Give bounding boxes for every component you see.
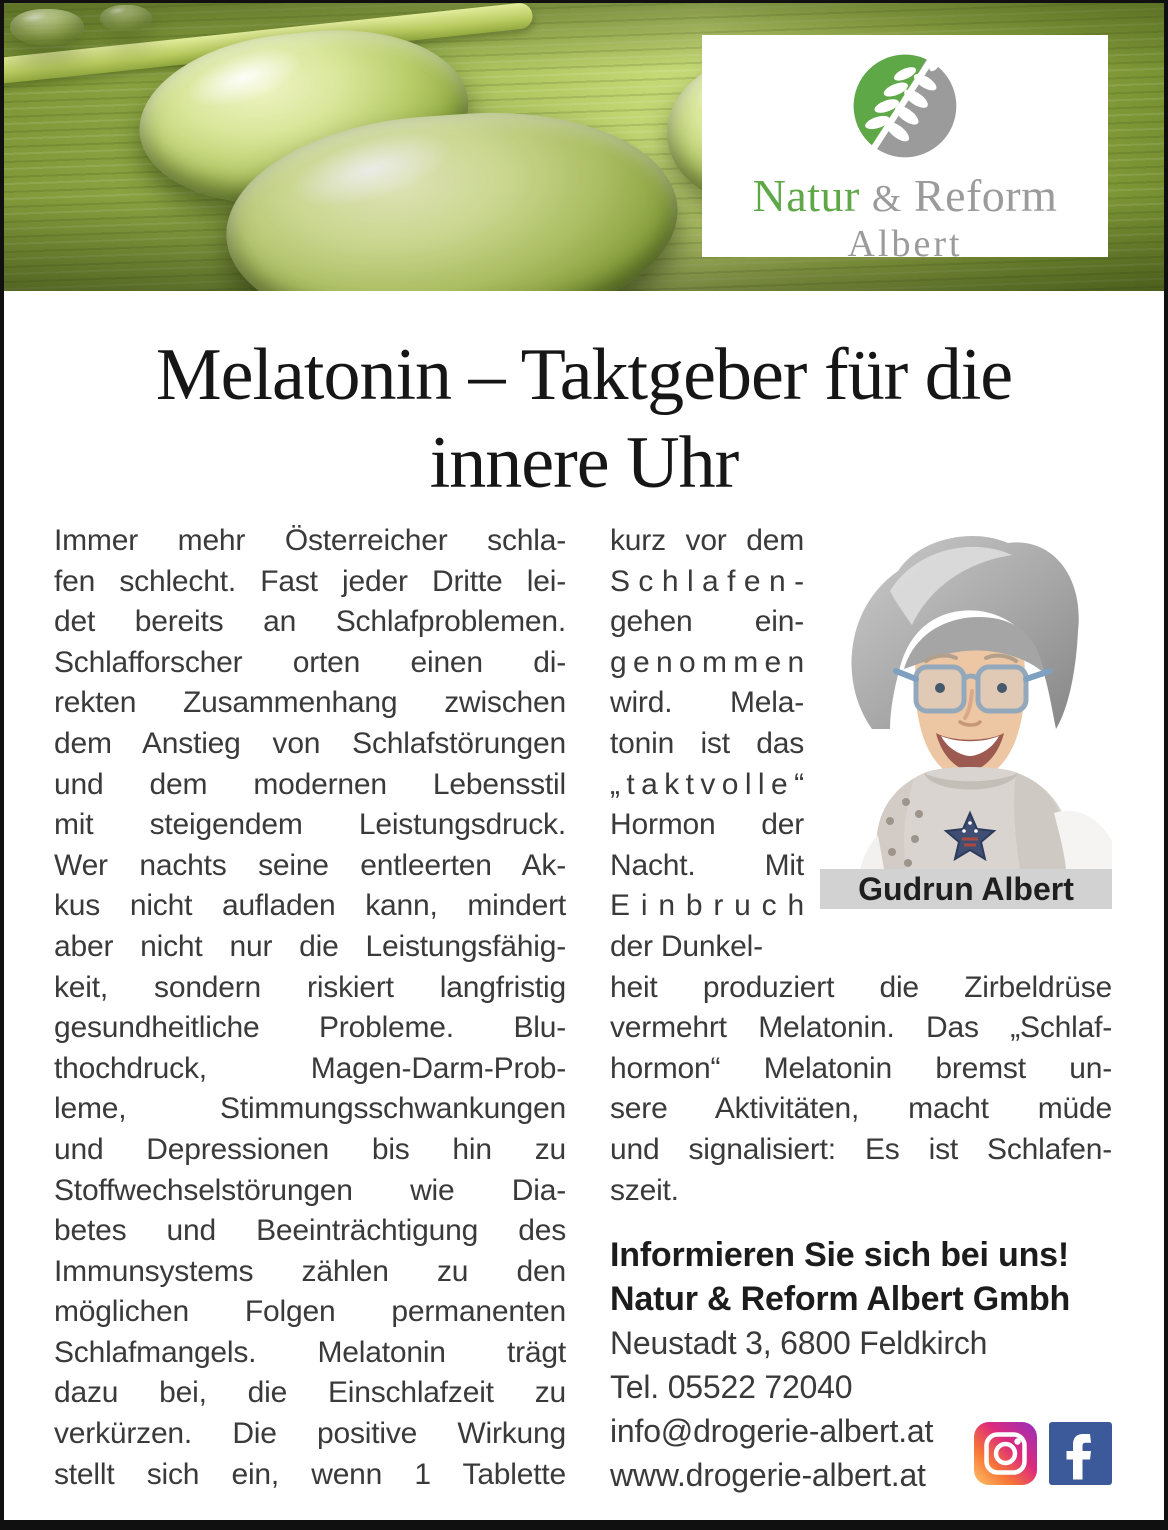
- text-line: hormon“ Melatonin bremst un-: [610, 1051, 1112, 1085]
- text-line: gesundheitliche Probleme. Blu-: [54, 1011, 566, 1045]
- water-droplet: [100, 5, 152, 31]
- text-line: S c h l a f e n -: [610, 564, 804, 598]
- text-line: g e n o m m e n: [610, 645, 804, 679]
- text-line: und Depressionen bis hin zu: [54, 1132, 566, 1166]
- portrait-illustration: [820, 521, 1112, 869]
- brand-secondary: Reform: [913, 170, 1058, 221]
- contact-address: Neustadt 3, 6800 Feldkirch: [610, 1325, 988, 1362]
- title-line-1: Melatonin – Taktgeber für die: [155, 334, 1013, 416]
- text-line: Schlafforscher orten einen di-: [54, 645, 566, 679]
- text-line: vermehrt Melatonin. Das „Schlaf-: [610, 1011, 1112, 1045]
- text-line: keit, sondern riskiert langfristig: [54, 970, 566, 1004]
- text-line: Nacht. Mit: [610, 848, 804, 882]
- text-line: thochdruck, Magen-Darm-Prob-: [54, 1051, 566, 1085]
- social-icons: [974, 1422, 1112, 1485]
- text-line: „ t a k t v o l l e “: [610, 767, 804, 801]
- text-line: Stoffwechselstörungen wie Dia-: [54, 1173, 566, 1207]
- text-line: möglichen Folgen permanenten: [54, 1295, 566, 1329]
- brand-subtitle: Albert: [847, 223, 963, 265]
- text-line: Immer mehr Österreicher schla-: [54, 524, 566, 557]
- brand-ampersand: &: [871, 178, 902, 220]
- text-line: Schlafmangels. Melatonin trägt: [54, 1335, 566, 1369]
- text-line: rekten Zusammenhang zwischen: [54, 686, 566, 720]
- contact-company: Natur & Reform Albert Gmbh: [610, 1280, 1071, 1319]
- text-line: betes und Beeinträchtigung des: [54, 1214, 566, 1248]
- contact-cta: Informieren Sie sich bei uns!: [610, 1236, 1069, 1275]
- contact-block: [610, 1233, 1112, 1497]
- text-line: leme, Stimmungsschwankungen: [54, 1092, 566, 1126]
- text-line: Hormon der: [610, 808, 804, 842]
- text-line: det bereits an Schlafproblemen.: [54, 605, 566, 639]
- article-column-right: [610, 521, 1112, 1497]
- text-line: kus nicht aufladen kann, mindert: [54, 889, 566, 923]
- text-line: stellt sich ein, wenn 1 Tablette: [54, 1457, 566, 1491]
- text-line: dazu bei, die Einschlafzeit zu: [54, 1376, 566, 1410]
- contact-links: [610, 1409, 933, 1497]
- instagram-icon: [974, 1422, 1037, 1485]
- text-line: wird. Mela-: [610, 686, 804, 720]
- article-title: [4, 331, 1164, 507]
- contact-email: info@drogerie-albert.at: [610, 1413, 934, 1450]
- portrait-photo: [820, 521, 1112, 909]
- text-line: und dem modernen Lebensstil: [54, 767, 566, 801]
- water-droplet: [10, 9, 84, 45]
- leaf-icon: [850, 51, 960, 166]
- text-line: gehen ein-: [610, 605, 804, 639]
- text-line: der Dunkel-: [610, 929, 763, 963]
- text-line: tonin ist das: [610, 726, 804, 760]
- title-line-2: innere Uhr: [429, 422, 739, 504]
- text-line: kurz vor dem: [610, 524, 804, 557]
- facebook-icon: [1049, 1422, 1112, 1485]
- contact-website: www.drogerie-albert.at: [610, 1457, 926, 1494]
- text-line: E i n b r u c h: [610, 889, 804, 923]
- photo-caption: Gudrun Albert: [820, 869, 1112, 909]
- logo: [702, 35, 1108, 265]
- text-line: aber nicht nur die Leistungsfähig-: [54, 929, 566, 963]
- text-line: und signalisiert: Es ist Schlafen-: [610, 1132, 1112, 1166]
- header-photo: [4, 3, 1164, 291]
- article-body: [4, 521, 1164, 1497]
- text-line: sere Aktivitäten, macht müde: [610, 1092, 1112, 1126]
- text-line: szeit.: [610, 1173, 679, 1207]
- article-column-left: [54, 521, 566, 1497]
- text-line: heit produziert die Zirbeldrüse: [610, 970, 1112, 1004]
- text-line: verkürzen. Die positive Wirkung: [54, 1417, 566, 1451]
- text-line: Wer nachts seine entleerten Ak-: [54, 848, 566, 882]
- brand-primary: Natur: [752, 170, 860, 221]
- contact-links-row: [610, 1409, 1112, 1497]
- text-line: mit steigendem Leistungsdruck.: [54, 808, 566, 842]
- text-line: Immunsystems zählen zu den: [54, 1254, 566, 1288]
- contact-phone: Tel. 05522 72040: [610, 1369, 853, 1406]
- brand-name: [753, 172, 1058, 223]
- text-line: fen schlecht. Fast jeder Dritte lei-: [54, 564, 566, 598]
- text-line: dem Anstieg von Schlafstörungen: [54, 726, 566, 760]
